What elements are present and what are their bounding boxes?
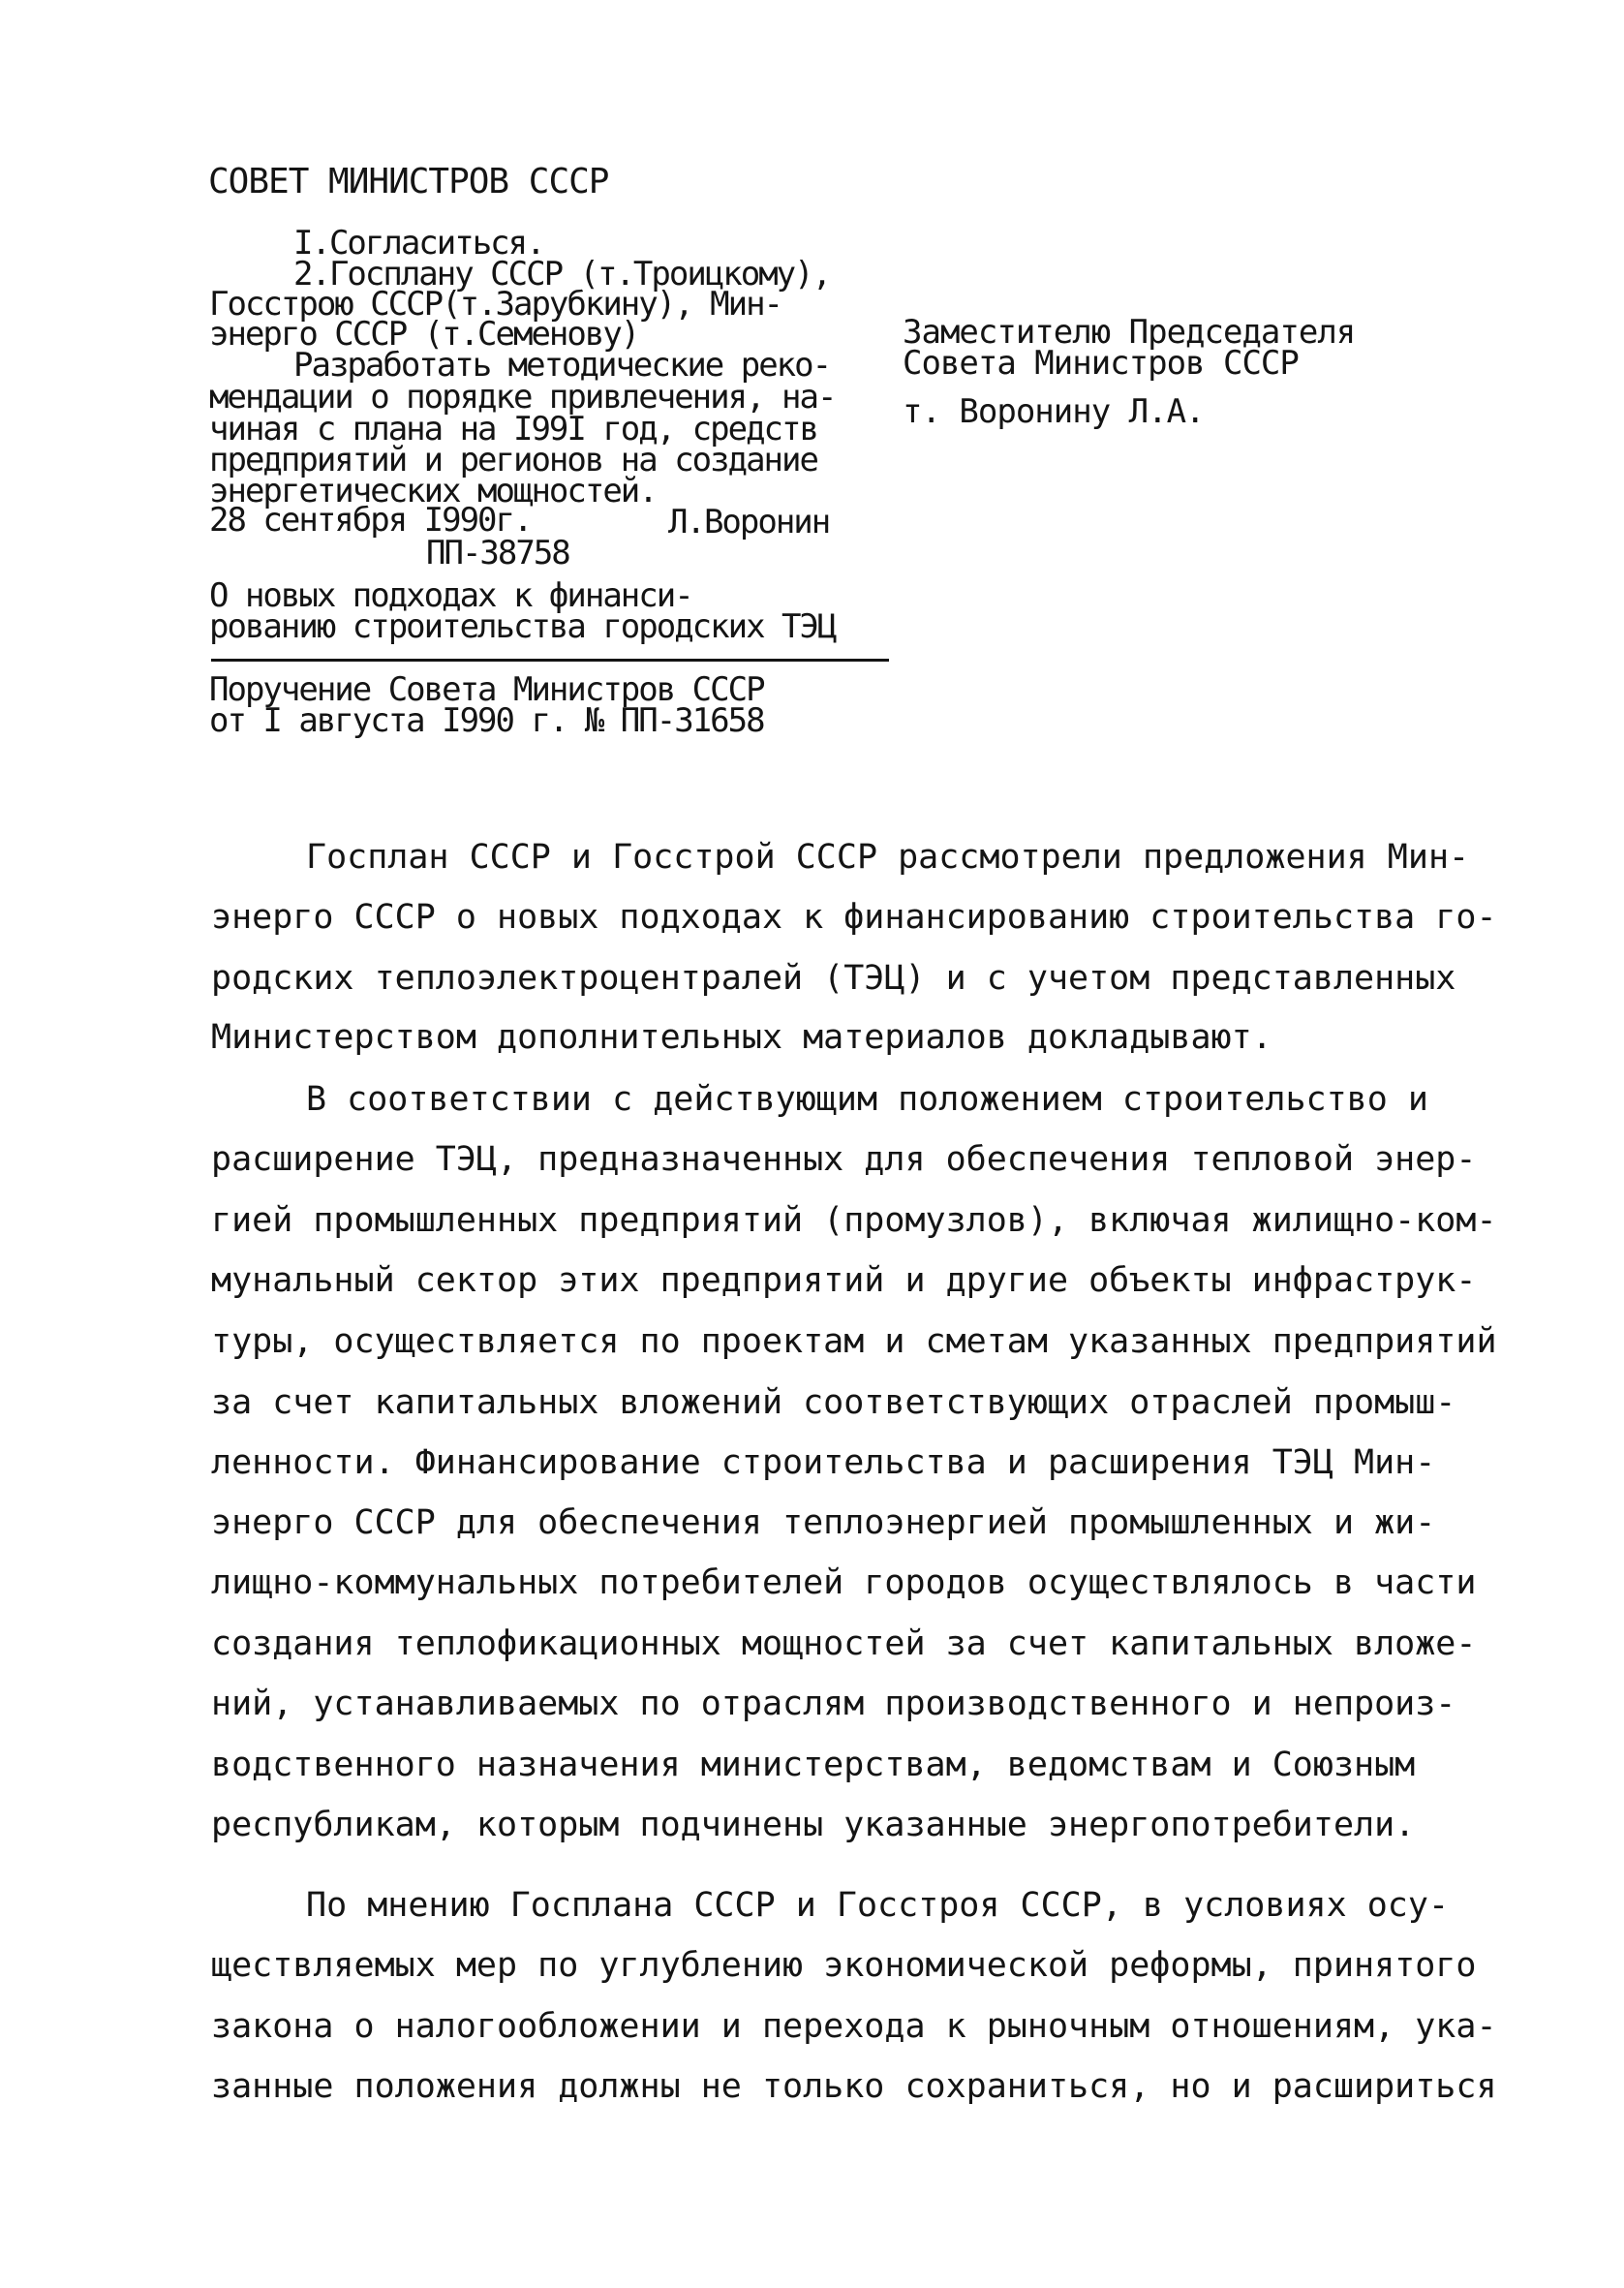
body-line: Госплан СССР и Госстрой СССР рассмотрели предложения Мин- <box>306 838 1470 877</box>
body-line: закона о налогообложении и перехода к рыночным отношениям, ука- <box>211 2007 1497 2046</box>
body-line: расширение ТЭЦ, предназначенных для обеспечения тепловой энер- <box>211 1140 1477 1179</box>
body-line: лищно-коммунальных потребителей городов осуществлялось в части <box>211 1563 1477 1602</box>
resolution-line: энергетических мощностей. <box>209 472 657 510</box>
body-line: энерго СССР для обеспечения теплоэнергией промышленных и жи- <box>211 1503 1436 1542</box>
body-line: мунальный сектор этих предприятий и другие объекты инфраструк- <box>211 1261 1477 1300</box>
body-line: создания теплофикационных мощностей за счет капитальных вложе- <box>211 1624 1477 1663</box>
recipient-line: Совета Министров СССР <box>903 344 1299 383</box>
body-line: ний, устанавливаемых по отраслям производственного и непроиз- <box>211 1685 1456 1723</box>
body-line: республикам, которым подчинены указанные энергопотребители. <box>211 1806 1416 1844</box>
subject-line: О новых подходах к финанси- <box>209 576 692 615</box>
body-line: ленности. Финансирование строительства и расширения ТЭЦ Мин- <box>211 1443 1436 1482</box>
body-line: за счет капитальных вложений соответствующих отраслей промыш- <box>211 1383 1456 1422</box>
body-line: В соответствии с действующим положением строительство и <box>306 1080 1428 1119</box>
resolution-line: I.Согласиться. <box>293 224 544 263</box>
resolution-line: 2.Госплану СССР (т.Троицкому), <box>293 255 831 294</box>
resolution-line: Госстрою СССР(т.Зарубкину), Мин- <box>209 285 782 324</box>
body-line: Министерством дополнительных материалов докладывают. <box>211 1018 1272 1057</box>
resolution-line: предприятий и регионов на создание <box>209 441 817 479</box>
resolution-line: энерго СССР (т.Семенову) <box>209 315 639 354</box>
recipient-name: т. Воронину Л.А. <box>903 392 1205 431</box>
body-line: энерго СССР о новых подходах к финансированию строительства го- <box>211 898 1497 937</box>
resolution-line: мендации о порядке привлечения, на- <box>209 378 836 417</box>
registration-number: ПП-38758 <box>426 534 569 572</box>
body-line: занные положения должны не только сохраниться, но и расшириться <box>211 2067 1497 2106</box>
recipient-line: Заместителю Председателя <box>903 313 1356 352</box>
organization-header: СОВЕТ МИНИСТРОВ СССР <box>208 162 609 201</box>
resolution-signatory: Л.Воронин <box>668 503 830 541</box>
reference-line: Поручение Совета Министров СССР <box>209 670 764 709</box>
reference-line: от I августа I990 г. № ПП-31658 <box>209 701 764 740</box>
body-line: ществляемых мер по углублению экономической реформы, принятого <box>211 1946 1477 1985</box>
divider-rule <box>211 659 889 662</box>
resolution-line: чиная с плана на I99I год, средств <box>209 410 817 448</box>
subject-line: рованию строительства городских ТЭЦ <box>209 607 836 646</box>
resolution-line: Разработать методические реко- <box>293 346 831 385</box>
body-line: туры, осуществляется по проектам и сметам указанных предприятий <box>211 1322 1497 1361</box>
body-line: родских теплоэлектроцентралей (ТЭЦ) и с учетом представленных <box>211 959 1456 998</box>
body-line: водственного назначения министерствам, ведомствам и Союзным <box>211 1746 1416 1784</box>
body-line: гией промышленных предприятий (промузлов), включая жилищно-ком- <box>211 1201 1497 1240</box>
body-line: По мнению Госплана СССР и Госстроя СССР, в условиях осу- <box>306 1886 1450 1925</box>
resolution-date: 28 сентября I990г. <box>209 501 532 540</box>
